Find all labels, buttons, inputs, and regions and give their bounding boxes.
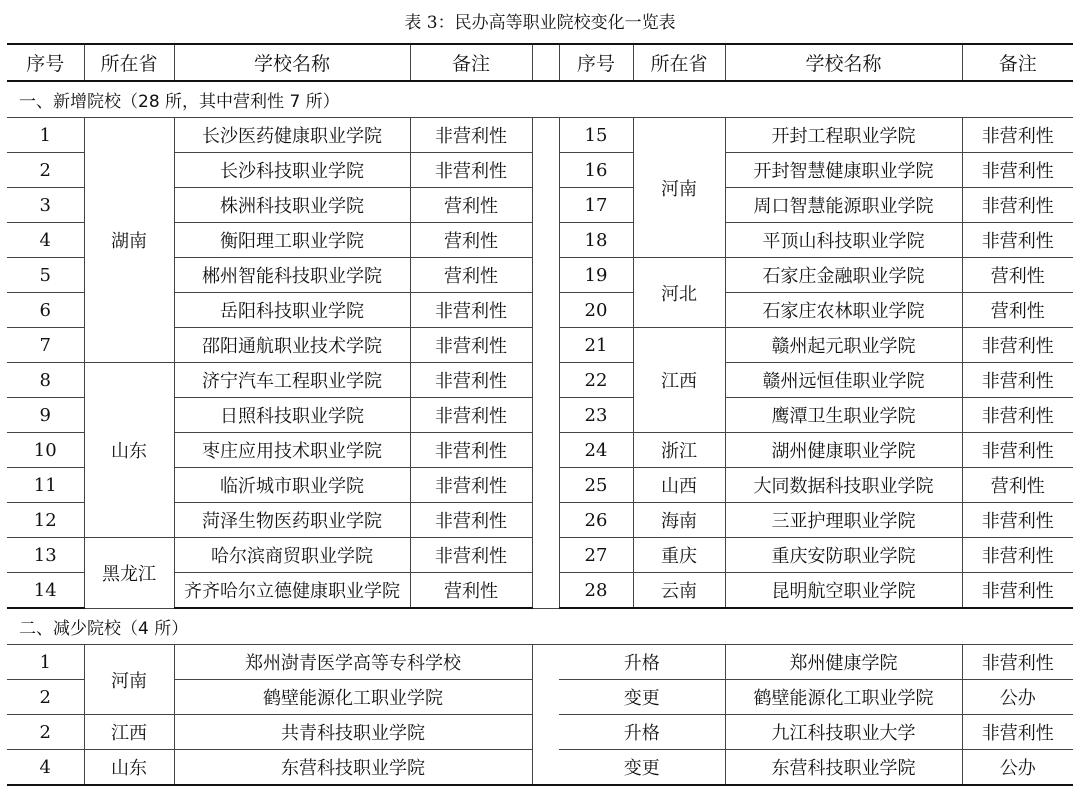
new-school-name: 九江科技职业大学 <box>725 715 962 750</box>
school-name: 大同数据科技职业学院 <box>725 468 962 503</box>
row-number: 28 <box>559 573 633 609</box>
new-school-name: 东营科技职业学院 <box>725 750 962 786</box>
school-name: 赣州起元职业学院 <box>725 328 962 363</box>
remark-cell: 非营利性 <box>962 398 1073 433</box>
remark-cell: 营利性 <box>410 258 532 293</box>
row-number: 22 <box>559 363 633 398</box>
column-gap <box>532 750 559 786</box>
row-number: 9 <box>7 398 84 433</box>
column-gap <box>532 680 559 715</box>
province-cell: 江西 <box>84 715 174 750</box>
header-cell: 学校名称 <box>725 44 962 81</box>
province-cell: 海南 <box>633 503 725 538</box>
school-name: 石家庄农林职业学院 <box>725 293 962 328</box>
row-number: 10 <box>7 433 84 468</box>
table-caption: 表 3：民办高等职业院校变化一览表 <box>404 13 676 33</box>
header-row <box>7 44 1073 81</box>
school-name: 齐齐哈尔立德健康职业学院 <box>174 573 410 609</box>
change-type: 变更 <box>559 680 725 715</box>
row-number: 7 <box>7 328 84 363</box>
remark-cell: 非营利性 <box>410 433 532 468</box>
remark-cell: 非营利性 <box>410 363 532 398</box>
school-name: 邵阳通航职业技术学院 <box>174 328 410 363</box>
remark-cell: 营利性 <box>410 223 532 258</box>
remark-cell: 非营利性 <box>962 573 1073 609</box>
province-cell: 重庆 <box>633 538 725 573</box>
remark-cell: 非营利性 <box>962 645 1073 680</box>
column-gap <box>532 645 559 680</box>
school-name: 开封工程职业学院 <box>725 118 962 153</box>
row-number: 1 <box>7 118 84 153</box>
header-cell: 备注 <box>962 44 1073 81</box>
school-name: 日照科技职业学院 <box>174 398 410 433</box>
remark-cell: 营利性 <box>962 293 1073 328</box>
province-cell: 江西 <box>633 328 725 433</box>
remark-cell: 非营利性 <box>962 328 1073 363</box>
school-name: 共青科技职业学院 <box>174 715 532 750</box>
change-type: 变更 <box>559 750 725 786</box>
row-number: 11 <box>7 468 84 503</box>
row-number: 6 <box>7 293 84 328</box>
column-gap <box>532 118 559 609</box>
remark-cell: 非营利性 <box>962 503 1073 538</box>
header-cell: 备注 <box>410 44 532 81</box>
row-number: 14 <box>7 573 84 609</box>
remark-cell: 非营利性 <box>410 293 532 328</box>
remark-cell: 非营利性 <box>410 468 532 503</box>
change-type: 升格 <box>559 645 725 680</box>
school-name: 开封智慧健康职业学院 <box>725 153 962 188</box>
school-name: 岳阳科技职业学院 <box>174 293 410 328</box>
school-name: 株洲科技职业学院 <box>174 188 410 223</box>
remark-cell: 非营利性 <box>962 118 1073 153</box>
header-cell: 学校名称 <box>174 44 410 81</box>
remark-cell: 非营利性 <box>410 328 532 363</box>
table-row <box>7 715 1073 750</box>
section-title: 一、新增院校（28 所，其中营利性 7 所） <box>7 81 1073 118</box>
school-name: 济宁汽车工程职业学院 <box>174 363 410 398</box>
province-cell: 湖南 <box>84 118 174 363</box>
remark-cell: 非营利性 <box>410 398 532 433</box>
row-number: 27 <box>559 538 633 573</box>
row-number: 13 <box>7 538 84 573</box>
section-title: 二、减少院校（4 所） <box>7 608 1073 645</box>
province-cell: 浙江 <box>633 433 725 468</box>
province-cell: 山东 <box>84 750 174 786</box>
row-number: 2 <box>7 680 84 715</box>
province-cell: 河北 <box>633 258 725 328</box>
province-cell: 山西 <box>633 468 725 503</box>
remark-cell: 非营利性 <box>410 153 532 188</box>
school-name: 石家庄金融职业学院 <box>725 258 962 293</box>
remark-cell: 非营利性 <box>962 153 1073 188</box>
remark-cell: 非营利性 <box>410 118 532 153</box>
remark-cell: 营利性 <box>410 573 532 609</box>
remark-cell: 营利性 <box>962 258 1073 293</box>
row-number: 21 <box>559 328 633 363</box>
table-row <box>7 645 1073 680</box>
remark-cell: 非营利性 <box>410 503 532 538</box>
remark-cell: 非营利性 <box>410 538 532 573</box>
school-name: 东营科技职业学院 <box>174 750 532 786</box>
province-cell: 河南 <box>84 645 174 715</box>
school-name: 临沂城市职业学院 <box>174 468 410 503</box>
school-name: 湖州健康职业学院 <box>725 433 962 468</box>
table-row <box>7 750 1073 786</box>
schools-table <box>7 43 1073 786</box>
province-cell: 山东 <box>84 363 174 538</box>
row-number: 2 <box>7 153 84 188</box>
school-name: 长沙医药健康职业学院 <box>174 118 410 153</box>
school-name: 鹰潭卫生职业学院 <box>725 398 962 433</box>
header-cell: 所在省 <box>84 44 174 81</box>
row-number: 2 <box>7 715 84 750</box>
row-number: 1 <box>7 645 84 680</box>
school-name: 哈尔滨商贸职业学院 <box>174 538 410 573</box>
new-school-name: 鹤壁能源化工职业学院 <box>725 680 962 715</box>
remark-cell: 公办 <box>962 750 1073 786</box>
row-number: 4 <box>7 750 84 786</box>
school-name: 郴州智能科技职业学院 <box>174 258 410 293</box>
row-number: 20 <box>559 293 633 328</box>
row-number: 4 <box>7 223 84 258</box>
remark-cell: 非营利性 <box>962 538 1073 573</box>
section-heading-row <box>7 608 1073 645</box>
header-cell: 序号 <box>559 44 633 81</box>
school-name: 赣州远恒佳职业学院 <box>725 363 962 398</box>
new-school-name: 郑州健康学院 <box>725 645 962 680</box>
row-number: 24 <box>559 433 633 468</box>
school-name: 平顶山科技职业学院 <box>725 223 962 258</box>
row-number: 3 <box>7 188 84 223</box>
province-cell: 云南 <box>633 573 725 609</box>
row-number: 23 <box>559 398 633 433</box>
province-cell: 河南 <box>633 118 725 258</box>
school-name: 菏泽生物医药职业学院 <box>174 503 410 538</box>
section-heading-row <box>7 81 1073 118</box>
school-name: 鹤壁能源化工职业学院 <box>174 680 532 715</box>
remark-cell: 营利性 <box>410 188 532 223</box>
row-number: 15 <box>559 118 633 153</box>
column-gap <box>532 44 559 81</box>
row-number: 8 <box>7 363 84 398</box>
remark-cell: 非营利性 <box>962 433 1073 468</box>
remark-cell: 非营利性 <box>962 715 1073 750</box>
row-number: 25 <box>559 468 633 503</box>
remark-cell: 非营利性 <box>962 363 1073 398</box>
change-type: 升格 <box>559 715 725 750</box>
remark-cell: 非营利性 <box>962 188 1073 223</box>
row-number: 17 <box>559 188 633 223</box>
school-name: 长沙科技职业学院 <box>174 153 410 188</box>
header-cell: 所在省 <box>633 44 725 81</box>
row-number: 12 <box>7 503 84 538</box>
header-cell: 序号 <box>7 44 84 81</box>
table-row <box>7 118 1073 153</box>
school-name: 重庆安防职业学院 <box>725 538 962 573</box>
school-name: 郑州澍青医学高等专科学校 <box>174 645 532 680</box>
school-name: 昆明航空职业学院 <box>725 573 962 609</box>
row-number: 5 <box>7 258 84 293</box>
remark-cell: 营利性 <box>962 468 1073 503</box>
row-number: 16 <box>559 153 633 188</box>
row-number: 26 <box>559 503 633 538</box>
school-name: 周口智慧能源职业学院 <box>725 188 962 223</box>
province-cell: 黑龙江 <box>84 538 174 609</box>
remark-cell: 公办 <box>962 680 1073 715</box>
school-name: 枣庄应用技术职业学院 <box>174 433 410 468</box>
column-gap <box>532 715 559 750</box>
row-number: 18 <box>559 223 633 258</box>
school-name: 三亚护理职业学院 <box>725 503 962 538</box>
row-number: 19 <box>559 258 633 293</box>
remark-cell: 非营利性 <box>962 223 1073 258</box>
school-name: 衡阳理工职业学院 <box>174 223 410 258</box>
